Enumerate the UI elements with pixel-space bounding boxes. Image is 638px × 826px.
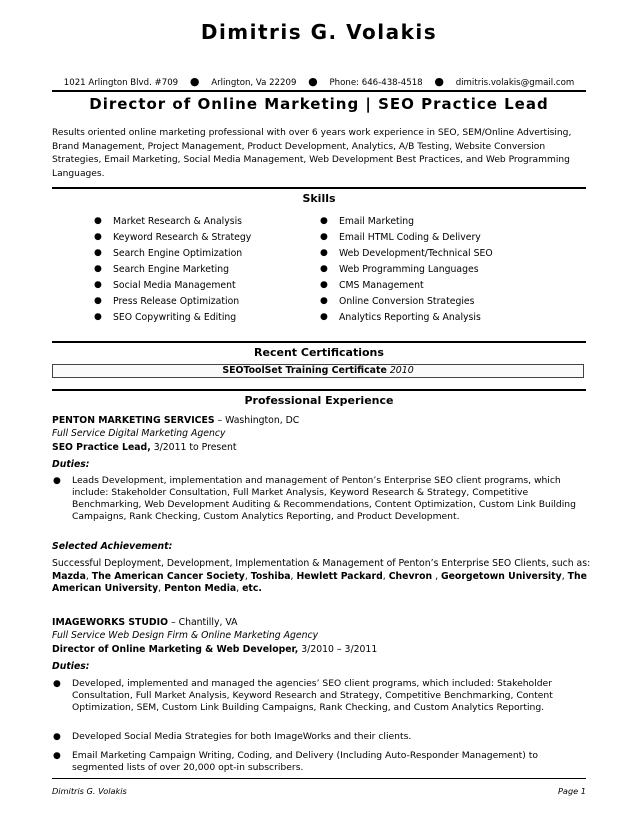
footer-divider [52, 778, 586, 779]
certifications-title: Recent Certifications [254, 346, 384, 359]
certificate-name: SEOToolSet Training Certificate [222, 365, 387, 376]
company-location: – Washington, DC [214, 415, 300, 426]
divider [52, 90, 586, 92]
company-type: Full Service Digital Marketing Agency [52, 428, 226, 439]
divider [52, 341, 586, 343]
skill-item: Email HTML Coding & Delivery [339, 232, 481, 243]
phone: Phone: 646-438-4518 [329, 78, 423, 88]
email-link[interactable]: dimitris.volakis@gmail.com [455, 78, 575, 88]
footer-name: Dimitris G. Volakis [52, 786, 127, 796]
bullet-icon: ● [53, 679, 61, 689]
page-footer [52, 786, 586, 796]
duty-item: Email Marketing Campaign Writing, Coding, and Delivery (Including Auto-Responder Management) to segmented lists of over 20,000 opt-in subscribers. [72, 750, 538, 774]
bullet-icon: ● [94, 248, 102, 258]
client: Penton Media [164, 583, 237, 594]
duty-item: Leads Development, implementation and management of Penton’s Enterprise SEO client programs, which include: Stakeholder Consultation, Full Market Analysis, Keyword Research & Strategy, Competitive Benchmarking, Web Development Auditing & Recommendations, Content Optimization, Custom Link Building Campaigns, Rank Checking, Custom Analytics Reporting, and Product Development. [72, 475, 576, 523]
skill-item: SEO Copywriting & Editing [113, 312, 237, 323]
achievement-label: Selected Achievement: [52, 541, 173, 552]
skill-item: Email Marketing [339, 216, 415, 227]
skill-item: Social Media Management [113, 280, 236, 291]
skill-item: Press Release Optimization [113, 296, 240, 307]
job-role-line [52, 644, 592, 656]
skill-item: Web Development/Technical SEO [339, 248, 493, 259]
divider [52, 187, 586, 189]
divider [52, 389, 586, 391]
duty-item: Developed, implemented and managed the agencies’ SEO client programs, which included: Stakeholder Consultation, Full Market Analysis, Keyword Research and Strategy, Competitive Benchmarking, Content Optimization, SEM, Custom Link Building Campaigns, Rank Checking, and Custom Analytics Reporting. [72, 678, 553, 714]
bullet-icon: ● [320, 232, 328, 242]
address: 1021 Arlington Blvd. #709 [63, 78, 179, 88]
achievement-intro: Successful Deployment, Development, Implementation & Management of Penton’s Enterprise SEO Clients, such as: [52, 558, 591, 569]
skill-item: Web Programming Languages [339, 264, 479, 275]
bullet-icon: ● [94, 280, 102, 290]
duties-label: Duties: [52, 661, 90, 672]
contact-line [0, 75, 638, 88]
duties-label: Duties: [52, 459, 90, 470]
job-company-line [52, 415, 592, 427]
certificate-box [52, 364, 584, 378]
skill-item: Market Research & Analysis [113, 216, 243, 227]
certificate-year: 2010 [389, 365, 414, 376]
bullet-separator-icon: ● [308, 75, 318, 88]
company-name: IMAGEWORKS STUDIO [52, 617, 169, 628]
job-title: Director of Online Marketing & Web Developer, [52, 644, 299, 655]
skill-item: Online Conversion Strategies [339, 296, 475, 307]
client: Chevron [388, 570, 433, 582]
bullet-icon: ● [94, 312, 102, 322]
skill-item: Analytics Reporting & Analysis [339, 312, 481, 323]
skill-item: Keyword Research & Strategy [113, 232, 252, 243]
bullet-icon: ● [53, 476, 61, 486]
city: Arlington, Va 22209 [211, 78, 297, 88]
bullet-icon: ● [53, 732, 61, 742]
candidate-name: Dimitris G. Volakis [200, 20, 438, 44]
client: etc. [242, 583, 262, 594]
client: Georgetown University [441, 570, 562, 582]
bullet-icon: ● [320, 280, 328, 290]
job-company-line [52, 617, 592, 629]
skill-item: CMS Management [339, 280, 424, 291]
client: Toshiba [250, 570, 291, 582]
skill-item: Search Engine Marketing [113, 264, 230, 275]
company-location: – Chantilly, VA [168, 617, 238, 628]
achievement-text: Successful Deployment, Development, Implementation & Management of Penton’s Enterprise SEO Clients, such as: Mazda, The American Cancer Society, Toshiba, Hewlett Packard, Chevron , Georgetown University, The American University, Penton Media, etc. [52, 558, 591, 594]
client: Mazda [52, 570, 86, 582]
bullet-separator-icon: ● [434, 75, 444, 88]
skills-title: Skills [302, 192, 336, 205]
bullet-icon: ● [320, 312, 328, 322]
bullet-icon: ● [94, 216, 102, 226]
headline: Director of Online Marketing | SEO Practice Lead [89, 95, 549, 113]
bullet-icon: ● [320, 216, 328, 226]
job-title: SEO Practice Lead, [52, 442, 151, 453]
bullet-icon: ● [320, 248, 328, 258]
company-name: PENTON MARKETING SERVICES [52, 415, 215, 426]
bullet-icon: ● [320, 264, 328, 274]
duty-item: Developed Social Media Strategies for both ImageWorks and their clients. [72, 731, 412, 742]
client: The American Cancer Society [91, 570, 245, 582]
experience-title: Professional Experience [244, 394, 394, 407]
client: The American University [52, 570, 587, 594]
job-role-line [52, 442, 592, 454]
bullet-icon: ● [94, 296, 102, 306]
job-dates: 3/2011 to Present [150, 442, 237, 453]
skill-item: Search Engine Optimization [113, 248, 243, 259]
bullet-separator-icon: ● [189, 75, 200, 88]
summary: Results oriented online marketing professional with over 6 years work experience in SEO, SEM/Online Advertising, Brand Management, Project Management, Product Development, Analytics, A/B Testing, Website Conversion Strategies, Email Marketing, Social Media Management, Web Development Best Practices, and Web Programming Languages. [52, 128, 572, 179]
client: Hewlett Packard [296, 570, 383, 582]
job-dates: 3/2010 – 3/2011 [298, 644, 378, 655]
bullet-icon: ● [94, 264, 102, 274]
page-number: Page 1 [557, 786, 586, 796]
company-type: Full Service Web Design Firm & Online Marketing Agency [52, 630, 319, 641]
bullet-icon: ● [94, 232, 102, 242]
bullet-icon: ● [320, 296, 328, 306]
bullet-icon: ● [53, 751, 61, 761]
